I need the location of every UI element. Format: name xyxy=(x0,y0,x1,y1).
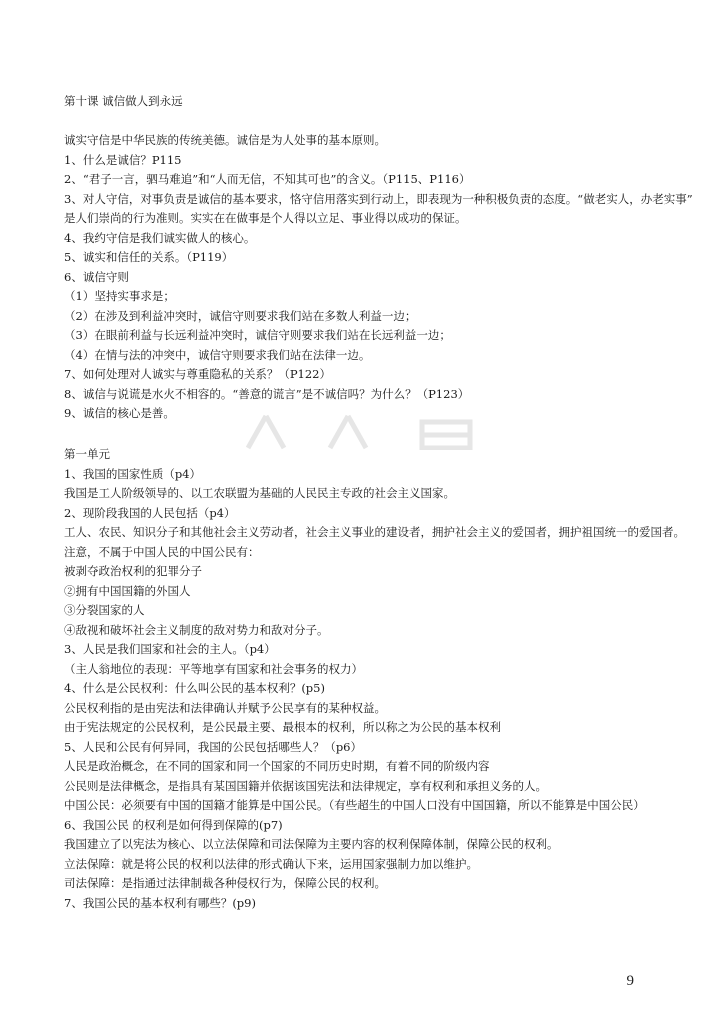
text-line: 7、如何处理对人诚实与尊重隐私的关系？（P122） xyxy=(64,367,332,381)
text-line: （主人翁地位的表现：平等地享有国家和社会事务的权力） xyxy=(64,661,363,676)
text-line: 3、对人守信，对事负责是诚信的基本要求，恪守信用落实到行动上，即表现为一种积极负责的态度。“做老实人，办老实事” xyxy=(64,191,693,206)
text-line: 3、人民是我们国家和社会的主人。（p4） xyxy=(64,642,276,656)
text-line: 是人们崇尚的行为准则。实实在在做事是个人得以立足、事业得以成功的保证。 xyxy=(64,211,467,225)
text-line: 4、我约守信是我们诚实做人的核心。 xyxy=(64,230,256,245)
text-line: （1）坚持实事求是； xyxy=(64,289,175,303)
text-line: 司法保障：是指通过法律制裁各种侵权行为，保障公民的权利。 xyxy=(64,876,386,890)
text-line: 4、什么是公民权利：什么叫公民的基本权利？(p5) xyxy=(64,681,325,695)
text-line: 1、什么是诚信？P115 xyxy=(64,152,182,167)
text-line: 我国建立了以宪法为核心、以立法保障和司法保障为主要内容的权利保障体制，保障公民的权利。 xyxy=(64,837,559,851)
text-line: 6、诚信守则 xyxy=(64,269,129,284)
text-line: （2）在涉及到利益冲突时，诚信守则要求我们站在多数人利益一边； xyxy=(64,308,417,323)
text-line: 1、我国的国家性质（p4） xyxy=(64,466,201,481)
section-lines xyxy=(64,465,685,914)
text-line: 9、诚信的核心是善。 xyxy=(64,406,175,420)
text-line: 2、现阶段我国的人民包括（p4） xyxy=(64,505,236,520)
text-line: 诚实守信是中华民族的传统美德。诚信是为人处事的基本原则。 xyxy=(64,133,386,147)
section-title: 第十课 诚信做人到永远 xyxy=(64,94,183,108)
text-line: 人民是政治概念，在不同的国家和同一个国家的不同历史时期，有着不同的阶级内容 xyxy=(64,759,490,773)
text-line: 6、我国公民 的权利是如何得到保障的(p7) xyxy=(64,817,283,832)
text-line: 公民则是法律概念，是指具有某国国籍并依据该国宪法和法律规定，享有权利和承担义务的人。 xyxy=(64,778,547,793)
text-line: 注意，不属于中国人民的中国公民有： xyxy=(64,544,260,559)
text-line: ④敌视和破坏社会主义制度的敌对势力和敌对分子。 xyxy=(64,622,329,637)
text-line: ③分裂国家的人 xyxy=(64,603,145,617)
text-line: 我国是工人阶级领导的、以工农联盟为基础的人民民主专政的社会主义国家。 xyxy=(64,486,455,500)
page-number: 9 xyxy=(626,973,634,989)
text-line: 2、“君子一言，驷马难追”和“人而无信，不知其可也”的含义。（P115、P116） xyxy=(64,172,471,186)
text-line: （4）在情与法的冲突中，诚信守则要求我们站在法律一边。 xyxy=(64,347,371,362)
text-line: 公民权利指的是由宪法和法律确认并赋予公民享有的某种权益。 xyxy=(64,700,386,715)
text-line: 8、诚信与说谎是水火不相容的。“善意的谎言”是不诚信吗？为什么？（P123） xyxy=(64,386,470,401)
text-line: 由于宪法规定的公民权利，是公民最主要、最根本的权利，所以称之为公民的基本权利 xyxy=(64,720,501,734)
section-lines xyxy=(64,131,693,424)
text-line: 被剥夺政治权利的犯罪分子 xyxy=(64,564,202,578)
text-line: 中国公民：必须要有中国的国籍才能算是中国公民。（有些超生的中国人口没有中国国籍，所以不能算是中国公民） xyxy=(64,798,645,812)
text-line: ②拥有中国国籍的外国人 xyxy=(64,583,191,598)
text-line: 立法保障：就是将公民的权利以法律的形式确认下来，运用国家强制力加以维护。 xyxy=(64,856,478,871)
text-line: 5、诚实和信任的关系。（P119） xyxy=(64,250,234,264)
text-line: 5、人民和公民有何异同，我国的公民包括哪些人？（p6） xyxy=(64,739,362,754)
section-lesson-10 xyxy=(64,92,693,424)
section-gap xyxy=(64,112,664,132)
text-line: 工人、农民、知识分子和其他社会主义劳动者，社会主义事业的建设者，拥护社会主义的爱国者，拥护祖国统一的爱国者。 xyxy=(64,525,685,539)
text-line: 7、我国公民的基本权利有哪些？(p9) xyxy=(64,895,256,910)
section-unit-1 xyxy=(64,445,685,913)
section-title: 第一单元 xyxy=(64,447,110,461)
text-line: （3）在眼前利益与长远利益冲突时，诚信守则要求我们站在长远利益一边； xyxy=(64,328,451,342)
